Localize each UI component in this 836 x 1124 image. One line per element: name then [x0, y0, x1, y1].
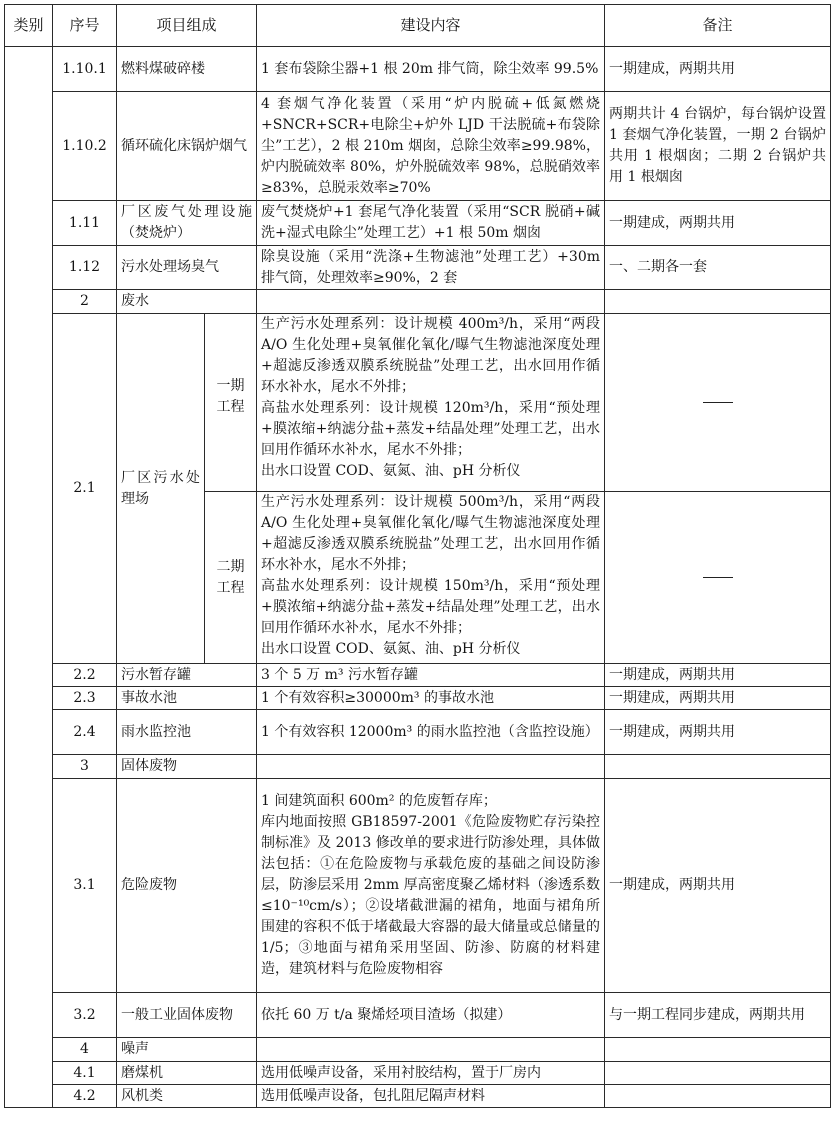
header-seq: 序号: [53, 5, 117, 47]
header-project: 项目组成: [117, 5, 257, 47]
phase2-content: 生产污水处理系列：设计规模 500m³/h，采用“两段 A/O 生化处理+臭氧催化氧化/曝气生物滤池深度处理+超滤反渗透双膜系统脱盐”处理工艺，出水回用作循环水补水，尾水不外排； 高盐水处理系列：设计规模 150m³/h，采用“预处理+膜浓缩+纳滤分盐+蒸发+结晶处理”处理工艺，出水回用作循环水补水，尾水不外排； 出水口设置 COD、氨氮、油、pH 分析仪: [257, 492, 605, 664]
remark-cell: 一、二期各一套: [605, 246, 831, 290]
project-cell: 事故水池: [117, 687, 257, 710]
seq-cell: 4: [53, 1038, 117, 1062]
remark-cell: 一期建成，两期共用: [605, 687, 831, 710]
content-cell: 依托 60 万 t/a 聚烯烃项目渣场（拟建）: [257, 993, 605, 1038]
remark-cell: 一期建成，两期共用: [605, 201, 831, 246]
content-cell: 1 个有效容积≥30000m³ 的事故水池: [257, 687, 605, 710]
table-row: [5, 779, 831, 993]
project-cell: 雨水监控池: [117, 710, 257, 755]
project-cell: 固体废物: [117, 755, 257, 779]
content-cell: 除臭设施（采用“洗涤+生物滤池”处理工艺）+30m 排气筒，处理效率≥90%，2 套: [257, 246, 605, 290]
seq-cell: 2.4: [53, 710, 117, 755]
content-cell: [257, 290, 605, 314]
table-row: [5, 993, 831, 1038]
project-cell: 污水处理场臭气: [117, 246, 257, 290]
project-cell: 危险废物: [117, 779, 257, 993]
content-cell: 1 套布袋除尘器+1 根 20m 排气筒，除尘效率 99.5%: [257, 47, 605, 92]
project-cell: 循环硫化床锅炉烟气: [117, 92, 257, 201]
seq-cell: 1.10.1: [53, 47, 117, 92]
project-cell: 噪声: [117, 1038, 257, 1062]
header-category: 类别: [5, 5, 53, 47]
table-row: [5, 47, 831, 92]
seq-cell: 4.2: [53, 1085, 117, 1108]
table-row: [5, 710, 831, 755]
phase1-content: 生产污水处理系列：设计规模 400m³/h，采用“两段 A/O 生化处理+臭氧催化氧化/曝气生物滤池深度处理+超滤反渗透双膜系统脱盐”处理工艺，出水回用作循环水补水，尾水不外排； 高盐水处理系列：设计规模 120m³/h，采用“预处理+膜浓缩+纳滤分盐+蒸发+结晶处理”处理工艺，出水回用作循环水补水，尾水不外排； 出水口设置 COD、氨氮、油、pH 分析仪: [257, 314, 605, 492]
table-row: [5, 314, 831, 492]
seq-cell: 2.3: [53, 687, 117, 710]
seq-cell: 2.1: [53, 314, 117, 664]
table-row: [5, 246, 831, 290]
phase1-remark: [605, 314, 831, 492]
project-cell: 废水: [117, 290, 257, 314]
content-cell: 选用低噪声设备，包扎阻尼隔声材料: [257, 1085, 605, 1108]
header-row: [5, 5, 831, 47]
remark-cell: [605, 290, 831, 314]
remark-cell: 一期建成，两期共用: [605, 47, 831, 92]
project-cell: 风机类: [117, 1085, 257, 1108]
remark-cell: [605, 1085, 831, 1108]
project-cell: 燃料煤破碎楼: [117, 47, 257, 92]
seq-cell: 1.10.2: [53, 92, 117, 201]
project-cell: 一般工业固体废物: [117, 993, 257, 1038]
seq-cell: 3: [53, 755, 117, 779]
phase2-label: 二期 工程: [205, 492, 257, 664]
project-cell: 厂区废气处理设施（焚烧炉）: [117, 201, 257, 246]
project-cell: 磨煤机: [117, 1062, 257, 1085]
seq-cell: 2.2: [53, 664, 117, 687]
content-cell: 1 间建筑面积 600m² 的危废暂存库； 库内地面按照 GB18597-2001《危险废物贮存污染控制标准》及 2013 修改单的要求进行防渗处理，具体做法包括：①在危险废物与承载危废的基础之间设防渗层，防渗层采用 2mm 厚高密度聚乙烯材料（渗透系数≤10⁻¹⁰cm/s）；②设堵截泄漏的裙角，地面与裙角所围建的容积不低于堵截最大容器的最大储量或总储量的 1/5；③地面与裙角采用坚固、防渗、防腐的材料建造，建筑材料与危险废物相容: [257, 779, 605, 993]
remark-cell: 与一期工程同步建成，两期共用: [605, 993, 831, 1038]
project-cell: 污水暂存罐: [117, 664, 257, 687]
seq-cell: 3.2: [53, 993, 117, 1038]
section-row: [5, 1038, 831, 1062]
remark-cell: 一期建成，两期共用: [605, 664, 831, 687]
remark-cell: 一期建成，两期共用: [605, 779, 831, 993]
seq-cell: 1.11: [53, 201, 117, 246]
section-row: [5, 755, 831, 779]
seq-cell: 4.1: [53, 1062, 117, 1085]
header-content: 建设内容: [257, 5, 605, 47]
seq-cell: 3.1: [53, 779, 117, 993]
dash-mark: [703, 402, 733, 403]
phase2-remark: [605, 492, 831, 664]
seq-cell: 2: [53, 290, 117, 314]
dash-mark: [703, 577, 733, 578]
category-cell: [5, 47, 53, 1108]
content-cell: 选用低噪声设备，采用衬胶结构，置于厂房内: [257, 1062, 605, 1085]
phase1-label: 一期 工程: [205, 314, 257, 492]
seq-cell: 1.12: [53, 246, 117, 290]
header-remark: 备注: [605, 5, 831, 47]
content-cell: 1 个有效容积 12000m³ 的雨水监控池（含监控设施）: [257, 710, 605, 755]
content-cell: 废气焚烧炉+1 套尾气净化装置（采用“SCR 脱硝+碱洗+湿式电除尘”处理工艺）+1 根 50m 烟囱: [257, 201, 605, 246]
table-row: [5, 1085, 831, 1108]
content-cell: 3 个 5 万 m³ 污水暂存罐: [257, 664, 605, 687]
remark-cell: 两期共计 4 台锅炉，每台锅炉设置 1 套烟气净化装置，一期 2 台锅炉共用 1 根烟囱；二期 2 台锅炉共用 1 根烟囱: [605, 92, 831, 201]
remark-cell: [605, 1062, 831, 1085]
section-row: [5, 290, 831, 314]
table-row: [5, 1062, 831, 1085]
table-row: [5, 687, 831, 710]
table-row: [5, 201, 831, 246]
content-cell: 4 套烟气净化装置（采用“炉内脱硫+低氮燃烧+SNCR+SCR+电除尘+炉外 LJD 干法脱硫+布袋除尘”工艺），2 根 210m 烟囱，总除尘效率≥99.98%，炉内脱硫效率 80%，炉外脱硫效率 98%，总脱硝效率≥83%，总脱汞效率≥70%: [257, 92, 605, 201]
remark-cell: 一期建成，两期共用: [605, 710, 831, 755]
remark-cell: [605, 1038, 831, 1062]
remark-cell: [605, 755, 831, 779]
content-cell: [257, 755, 605, 779]
table-row: [5, 92, 831, 201]
environmental-measures-table: [4, 4, 831, 1108]
table-row: [5, 664, 831, 687]
content-cell: [257, 1038, 605, 1062]
project-cell: 厂区污水处理场: [117, 314, 205, 664]
